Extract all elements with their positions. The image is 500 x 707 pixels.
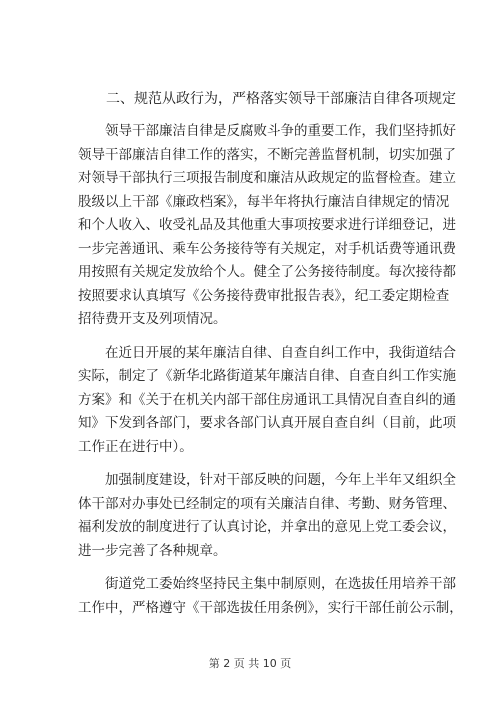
paragraph-line: 加强制度建设，针对干部反映的问题，今年上半年又组织全 (105, 472, 456, 488)
paragraph-line: 按照要求认真填写《公务接待费审批报告表》，纪工委定期检查 (78, 287, 450, 304)
paragraph-gap (78, 459, 434, 469)
paragraph-line: 招待费开支及列项情况。 (78, 311, 227, 327)
paragraph-line: 股级以上干部《廉政档案》，每半年将执行廉洁自律规定的情况 (78, 193, 450, 210)
body-paragraph (78, 120, 456, 332)
document-body (78, 88, 463, 620)
paragraph-line: 领导干部廉洁自律工作的落实，不断完善监督机制，切实加强了 (78, 146, 456, 163)
paragraph-line: 街道党工委始终坚持民主集中制原则，在选拔任用培养干部 (105, 576, 456, 592)
paragraph-line: 实际，制定了《新华北路街道某年廉洁自律、自查自纠工作实施 (78, 368, 456, 384)
paragraph-line: 进一步完善了各种规章。 (78, 542, 227, 559)
paragraph-gap (78, 563, 434, 573)
body-paragraph (78, 342, 456, 460)
paragraph-line: 知》下发到各部门，要求各部门认真开展自查自纠（目前，此项 (78, 415, 456, 431)
paragraph-gap (78, 332, 434, 342)
section-heading: 二、规范从政行为，严格落实领导干部廉洁自律各项规定 (106, 91, 456, 107)
paragraph-line: 在近日开展的某年廉洁自律、自查自纠工作中，我街道结合 (105, 344, 456, 361)
paragraph-line: 领导干部廉洁自律是反腐败斗争的重要工作，我们坚持抓好 (105, 123, 456, 139)
paragraph-line: 用按照有关规定发放给个人。健全了公务接待制度。每次接待都 (78, 264, 456, 280)
paragraph-line: 工作中，严格遵守《干部选拔任用条例》，实行干部任前公示制， (78, 599, 463, 616)
paragraph-line: 方案》和《关于在机关内部干部住房通讯工具情况自查自纠的通 (78, 391, 456, 408)
page-footer: 第 2 页 共 10 页 (208, 657, 292, 670)
paragraph-line: 体干部对办事处已经制定的项有关廉洁自律、考勤、财务管理、 (78, 495, 456, 512)
heading-gap (78, 110, 434, 120)
paragraph-line: 福利发放的制度进行了认真讨论，并拿出的意见上党工委会议， (78, 519, 456, 535)
paragraph-list (78, 120, 463, 620)
paragraph-line: 对领导干部执行三项报告制度和廉洁从政规定的监督检查。建立 (78, 170, 456, 186)
paragraph-line: 和个人收入、收受礼品及其他重大事项按要求进行详细登记，进 (78, 217, 456, 233)
paragraph-line: 工作正在进行中）。 (78, 438, 193, 455)
paragraph-line: 一步完善通讯、乘车公务接待等有关规定，对手机话费等通讯费 (78, 240, 456, 257)
body-paragraph (78, 469, 456, 563)
body-paragraph (78, 573, 463, 620)
